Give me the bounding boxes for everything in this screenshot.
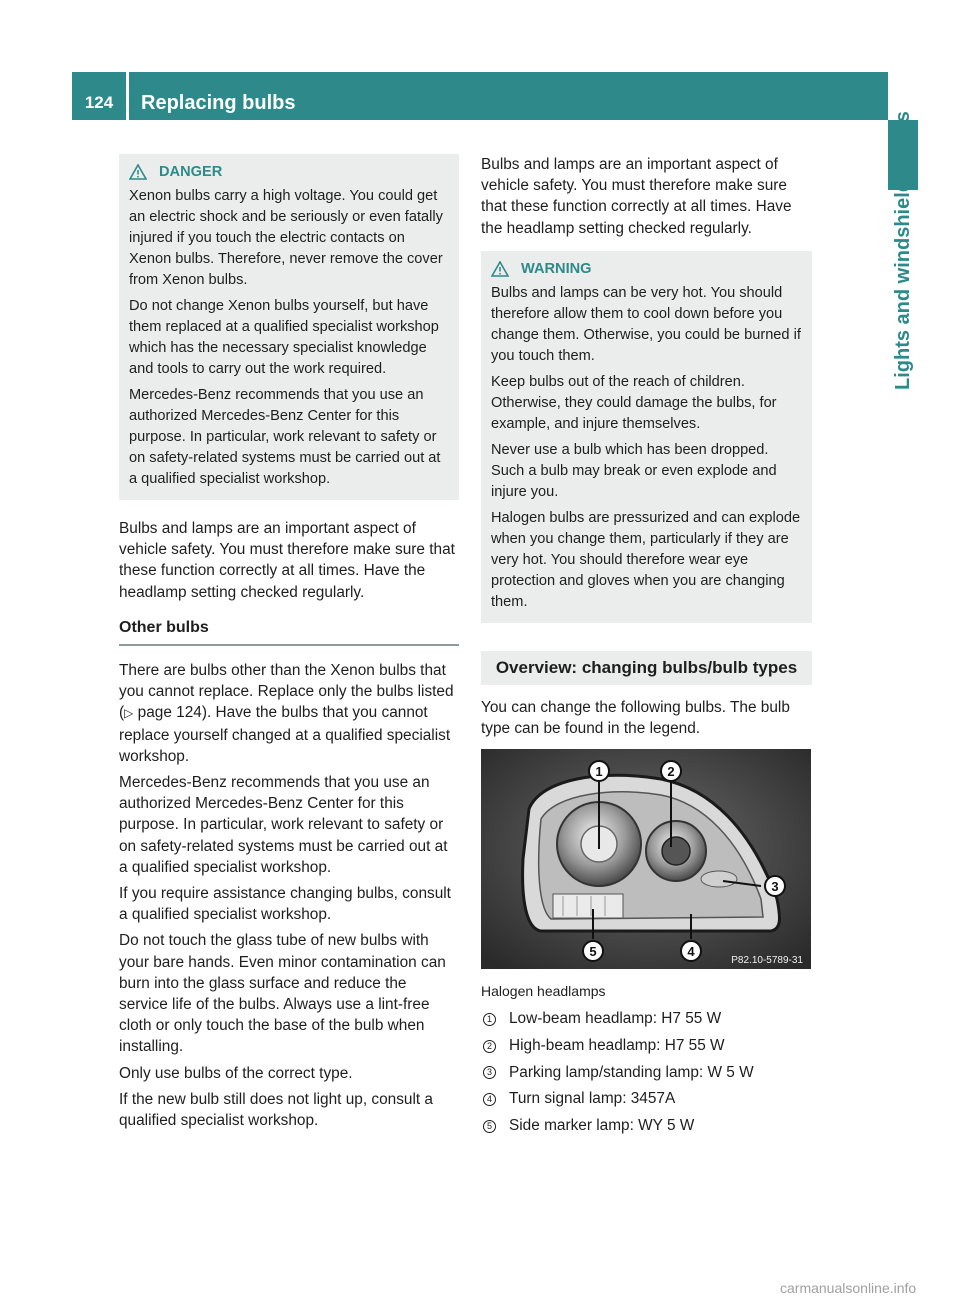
right-column — [481, 154, 812, 1139]
callout-3 — [765, 876, 785, 896]
legend-number-icon: 4 — [483, 1093, 496, 1106]
left-paragraph: If you require assistance changing bulbs, consult a qualified specialist workshop. — [119, 885, 451, 924]
warning-triangle-icon — [491, 261, 509, 277]
left-paragraph: Only use bulbs of the correct type. — [119, 1064, 353, 1082]
page-title: Replacing bulbs — [141, 92, 296, 114]
right-intro: Bulbs and lamps are an important aspect of vehicle safety. You must therefore make sure that these function correctly at all times. Have the headlamp setting checked regularly. — [481, 156, 792, 237]
danger-paragraph: Do not change Xenon bulbs yourself, but have them replaced at a qualified specialist workshop which has the necessary specialist knowledge and tools to carry out the work required. — [129, 298, 439, 377]
legend-number-icon: 5 — [483, 1120, 496, 1133]
callout-2 — [661, 761, 681, 781]
left-column — [119, 154, 459, 1136]
left-paragraph: Do not touch the glass tube of new bulbs with your bare hands. Even minor contamination can burn into the glass surface and reduce the service life of the bulbs. Always use a lint-free cloth or only touch the base of the bulb when installing. — [119, 932, 446, 1056]
callout-5 — [583, 941, 603, 961]
side-tab-label: Lights and windshield wipers — [892, 111, 914, 390]
legend-number-icon: 1 — [483, 1013, 496, 1026]
legend-item — [481, 1086, 812, 1113]
legend-text: High-beam headlamp: H7 55 W — [509, 1037, 725, 1055]
danger-paragraph: Xenon bulbs carry a high voltage. You could get an electric shock and be seriously or even fatally injured if you touch the electric contacts on Xenon bulbs. Therefore, never remove the cover from Xenon bulbs. — [129, 188, 443, 288]
warning-triangle-icon — [129, 164, 147, 180]
warning-paragraph: Bulbs and lamps can be very hot. You should therefore allow them to cool down before you change them. Otherwise, you could be burned if you touch them. — [491, 284, 801, 364]
danger-box — [119, 154, 459, 500]
headlamp-illustration — [481, 749, 811, 969]
danger-title — [129, 162, 451, 182]
p1-before: There are bulbs other than the Xenon bulbs that you cannot replace. Replace only the bulbs listed ( — [119, 662, 454, 722]
callout-5-label: 5 — [589, 944, 597, 960]
section-intro: You can change the following bulbs. The bulb type can be found in the legend. — [481, 698, 790, 738]
legend-item — [481, 1033, 812, 1060]
legend-text: Side marker lamp: WY 5 W — [509, 1116, 695, 1134]
section-heading: Overview: changing bulbs/bulb types — [481, 651, 812, 685]
left-paragraph: If the new bulb still does not light up, consult a qualified specialist workshop. — [119, 1090, 433, 1130]
legend-text: Turn signal lamp: 3457A — [509, 1090, 676, 1108]
legend-number-icon: 3 — [483, 1066, 496, 1079]
warning-box — [481, 251, 812, 623]
callout-3-label: 3 — [771, 879, 779, 895]
other-bulbs-heading: Other bulbs — [119, 617, 459, 646]
warning-title-text: WARNING — [521, 260, 592, 277]
callout-4 — [681, 941, 701, 961]
page-ref-arrow-icon: ▷ — [124, 706, 134, 721]
left-paragraph: Mercedes-Benz recommends that you use an authorized Mercedes-Benz Center for this purpose. In particular, work relevant to safety or on safety-related systems must be carried out at a qualified specialist workshop. — [119, 774, 448, 876]
legend-item — [481, 1113, 812, 1140]
footer-watermark: carmanualsonline.info — [780, 1280, 917, 1296]
callout-2-label: 2 — [667, 764, 675, 780]
legend-text: Low-beam headlamp: H7 55 W — [509, 1010, 722, 1028]
p1-after: page 124). Have the bulbs that you cannot replace yourself changed at a qualified specialist workshop. — [119, 704, 451, 765]
figure-image-code: P82.10-5789-31 — [731, 955, 803, 967]
figure-caption: Halogen headlamps — [481, 983, 606, 1000]
header-divider — [126, 72, 129, 120]
warning-paragraph: Keep bulbs out of the reach of children. Otherwise, they could damage the bulbs, for example, and injure themselves. — [491, 373, 777, 432]
callout-1-label: 1 — [595, 764, 603, 780]
warning-title — [491, 259, 804, 279]
danger-paragraph: Mercedes-Benz recommends that you use an authorized Mercedes-Benz Center for this purpose. In particular, work relevant to safety or on safety-related systems must be carried out at a qualified specialist workshop. — [129, 387, 441, 487]
legend-number-icon: 2 — [483, 1040, 496, 1053]
legend-text: Parking lamp/standing lamp: W 5 W — [509, 1063, 754, 1081]
legend-item — [481, 1060, 812, 1087]
warning-paragraph: Never use a bulb which has been dropped. Such a bulb may break or even explode and injure you. — [491, 441, 777, 500]
left-intro: Bulbs and lamps are an important aspect of vehicle safety. You must therefore make sure that these function correctly at all times. Have the headlamp setting checked regularly. — [119, 520, 455, 601]
callout-1 — [589, 761, 609, 781]
page-number: 124 — [84, 93, 114, 112]
warning-paragraph: Halogen bulbs are pressurized and can explode when you change them, particularly if they are very hot. You should therefore wear eye protection and gloves when you are changing them. — [491, 509, 801, 610]
other-bulbs-paragraph — [119, 660, 459, 767]
callout-4-label: 4 — [687, 944, 695, 960]
legend-item — [481, 1006, 812, 1033]
headlamp-figure — [481, 749, 811, 969]
danger-title-text: DANGER — [159, 164, 223, 180]
